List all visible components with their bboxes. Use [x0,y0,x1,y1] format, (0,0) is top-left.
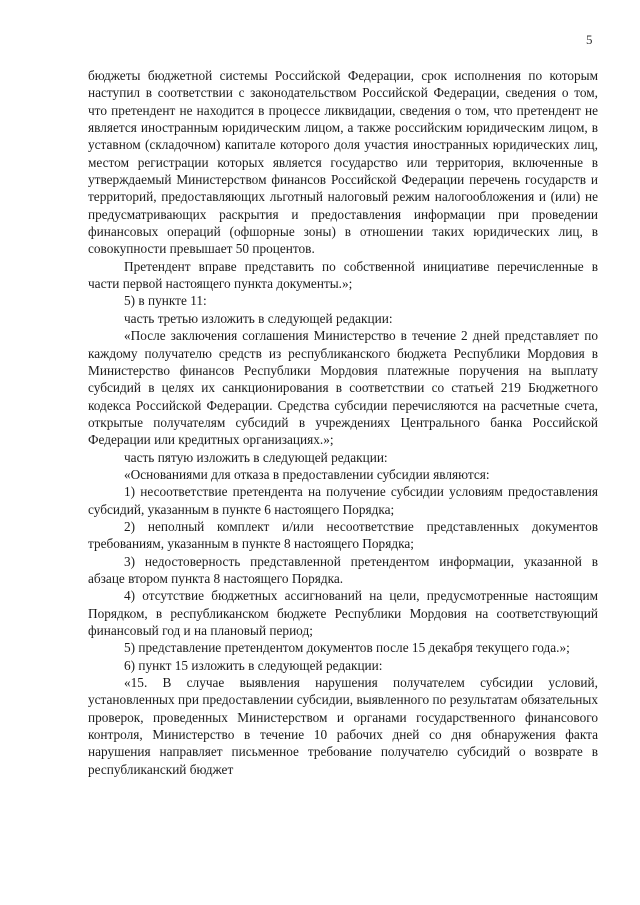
paragraph-5: «После заключения соглашения Министерство в течение 2 дней представляет по каждому получателю средств из республиканского бюджета Республики Мордовия в Министерство финансов Республики Мордовия платежные поручения на выплату субсидий в целях их санкционирования в соответствии со статьей 219 Бюджетного кодекса Российской Федерации. Средства субсидии перечисляются на расчетные счета, открытые получателям субсидий в учреждениях Центрального банка Российской Федерации или кредитных организациях.»; [88,328,598,448]
paragraph-9: 2) неполный комплект и/или несоответствие представленных документов требованиям, указанным в пункте 8 настоящего Порядка; [88,518,598,552]
paragraph-8: 1) несоответствие претендента на получение субсидии условиям предоставления субсидий, указанным в пункте 6 настоящего Порядка; [88,484,598,517]
paragraph-13: 6) пункт 15 изложить в следующей редакции: [124,657,383,673]
paragraph-11: 4) отсутствие бюджетных ассигнований на цели, предусмотренные настоящим Порядком, в республиканском бюджете Республики Мордовия на соответствующий финансовый год и на плановый период; [88,588,598,638]
paragraph-4: часть третью изложить в следующей редакции: [124,310,393,326]
paragraph-6: часть пятую изложить в следующей редакции: [124,449,388,465]
paragraph-10: 3) недостоверность представленной претендентом информации, указанной в абзаце втором пункта 8 настоящего Порядка. [88,553,598,586]
paragraph-14: «15. В случае выявления нарушения получателем субсидии условий, установленных при предоставлении субсидии, выявленного по результатам обязательных проверок, проведенных Министерством и органами государственного финансового контроля, Министерство в течение 10 рабочих дней со дня обнаружения факта нарушения направляет письменное требование получателю субсидий о возврате в республиканский бюджет [88,675,598,777]
paragraph-7: «Основаниями для отказа в предоставлении субсидии являются: [124,466,490,482]
paragraph-12: 5) представление претендентом документов после 15 декабря текущего года.»; [124,640,570,656]
paragraph-3: 5) в пункте 11: [124,293,207,309]
document-body [88,67,598,778]
paragraph-1: бюджеты бюджетной системы Российской Федерации, срок исполнения по которым наступил в соответствии с законодательством Российской Федерации, сведения о том, что претендент не находится в процессе ликвидации, сведения о том, что претендент не является иностранным юридическим лицом, а также российским юридическим лицом, в уставном (складочном) капитале которого доля участия иностранных юридических лиц, местом регистрации которых является государство или территория, включенные в утверждаемый Министерством финансов Российской Федерации перечень государств и территорий, предоставляющих льготный налоговый режим налогообложения и (или) не предусматривающих раскрытия и предоставления информации при проведении финансовых операций (офшорные зоны) в отношении таких юридических лиц, в совокупности превышает 50 процентов. [88,68,598,257]
paragraph-2: Претендент вправе представить по собственной инициативе перечисленные в части первой настоящего пункта документы.»; [88,258,598,292]
page-number: 5 [586,32,593,47]
